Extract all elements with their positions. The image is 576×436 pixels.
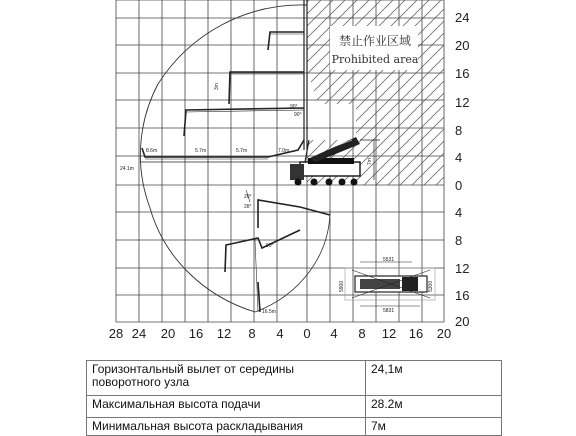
spec-label: Максимальная высота подачи — [87, 396, 366, 418]
bottom-axis-tick-label: 4 — [276, 326, 284, 341]
lower-range-arc — [255, 210, 330, 312]
bottom-axis-tick-label: 20 — [160, 326, 176, 341]
right-axis-tick-label: 8 — [455, 123, 463, 138]
right-axis-tick-label: 12 — [455, 95, 470, 110]
dim-segment-3: 5.7m — [236, 148, 248, 154]
bottom-axis-tick-label: 24 — [131, 326, 147, 341]
bottom-axis-tick-label: 16 — [408, 326, 424, 341]
spec-value: 24,1м — [366, 361, 502, 396]
hatch-line — [131, 0, 321, 190]
right-axis-tick-label: 4 — [455, 150, 463, 165]
hatch-line — [107, 0, 297, 190]
spec-table — [86, 360, 502, 436]
dim-outrigger-right: 5300 — [428, 280, 434, 292]
hatch-line — [491, 0, 576, 190]
bottom-axis-tick-label: 0 — [303, 326, 311, 341]
boom-detail-lines — [145, 34, 304, 159]
bottom-axis-labels — [109, 326, 451, 341]
angle-2: 90° — [294, 112, 302, 118]
right-axis-labels — [455, 10, 469, 329]
spec-value: 28.2м — [366, 396, 502, 418]
bottom-axis-tick-label: 8 — [248, 326, 256, 341]
dim-truck-height: 7m — [367, 158, 373, 165]
right-axis-tick-label: 8 — [455, 233, 463, 248]
hatch-line — [515, 0, 576, 190]
dim-segment-2: 5.7m — [195, 148, 207, 154]
hatch-line — [503, 0, 576, 190]
right-axis-tick-label: 16 — [455, 288, 470, 303]
spec-label: Горизонтальный вылет от середины поворотного узла — [87, 361, 366, 396]
hatch-line — [479, 0, 576, 190]
prohibited-zone-label-cn: 禁止作业区域 — [338, 34, 412, 48]
table-row — [87, 396, 502, 418]
right-axis-tick-label: 0 — [455, 178, 463, 193]
hatch-line — [527, 0, 576, 190]
right-axis-tick-label: 20 — [455, 38, 470, 53]
spec-value: 7м — [366, 418, 502, 436]
hatch-line — [563, 0, 576, 190]
hatch-line — [455, 0, 576, 190]
angle-1: 90° — [290, 104, 298, 110]
hatch-line — [119, 0, 309, 190]
dim-outrigger-top: 5531 — [383, 257, 395, 263]
bottom-axis-tick-label: 28 — [108, 326, 124, 341]
angle-3: 28° — [244, 204, 252, 210]
right-axis-tick-label: 24 — [455, 10, 470, 25]
bottom-axis-tick-label: 8 — [358, 326, 366, 341]
bottom-axis-tick-label: 4 — [330, 326, 338, 341]
dim-outrigger-bottom: 5831 — [383, 308, 395, 314]
right-axis-tick-label: 12 — [455, 261, 470, 276]
hatch-line — [551, 0, 576, 190]
angle-5: 90° — [266, 243, 274, 249]
right-axis-tick-label: 16 — [455, 66, 470, 81]
bottom-axis-tick-label: 20 — [436, 326, 452, 341]
hatch-line — [419, 0, 576, 190]
outrigger-top-view — [345, 262, 435, 306]
prohibited-zone-label-en: Prohibited area — [331, 53, 419, 66]
dim-outrigger-left: 5900 — [339, 280, 345, 292]
hatch-line — [467, 0, 576, 190]
bottom-axis-tick-label: 12 — [216, 326, 232, 341]
bottom-axis-tick-label: 16 — [188, 326, 204, 341]
right-axis-tick-label: 20 — [455, 314, 470, 329]
right-axis-tick-label: 4 — [455, 205, 463, 220]
bottom-axis-tick-label: 12 — [381, 326, 397, 341]
truck-side-view — [290, 137, 360, 186]
boom-config-1 — [142, 32, 304, 157]
dim-segment-1: 8.6m — [146, 148, 158, 154]
hatch-line — [431, 0, 576, 190]
working-range-arc — [140, 5, 307, 312]
dim-reach-left: 24.1m — [120, 166, 134, 172]
table-row — [87, 361, 502, 396]
hatch-line — [539, 0, 576, 190]
table-row — [87, 418, 502, 436]
dim-lower-reach: 16.5m — [262, 309, 276, 315]
dim-arm-3m: 3m — [214, 83, 220, 90]
dim-segment-4: 7.0m — [278, 148, 290, 154]
angle-4: 20° — [244, 194, 252, 200]
hatch-line — [407, 0, 576, 190]
spec-label: Минимальная высота раскладывания — [87, 418, 366, 436]
